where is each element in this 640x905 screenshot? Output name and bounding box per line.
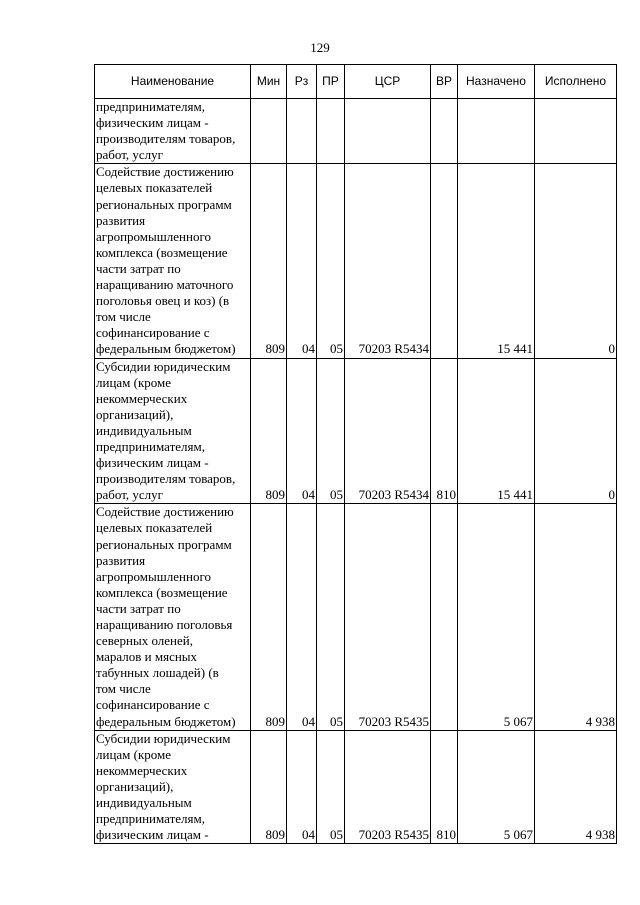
name-line: федеральным бюджетом) xyxy=(96,341,236,357)
name-line: производителям товаров, xyxy=(96,131,236,147)
cell-assigned xyxy=(458,99,535,164)
cell-min: 809 xyxy=(251,164,287,358)
table-header-row xyxy=(95,65,617,99)
cell-csr xyxy=(345,99,431,164)
name-line: табунных лошадей) (в xyxy=(96,665,219,681)
cell-min: 809 xyxy=(251,730,287,844)
budget-table xyxy=(94,64,617,844)
name-line: целевых показателей xyxy=(96,520,213,536)
name-line: маралов и мясных xyxy=(96,649,198,665)
cell-pr: 05 xyxy=(317,730,345,844)
cell-rz: 04 xyxy=(287,730,317,844)
cell-pr: 05 xyxy=(317,504,345,730)
cell-pr: 05 xyxy=(317,358,345,504)
name-line: предпринимателям, xyxy=(96,99,205,114)
name-line: предпринимателям, xyxy=(96,811,205,827)
name-line: физическим лицам - xyxy=(96,115,209,131)
name-line: Субсидии юридическим xyxy=(96,730,231,746)
cell-executed: 0 xyxy=(535,358,617,504)
name-line: некоммерческих xyxy=(96,390,188,406)
cell-min xyxy=(251,99,287,164)
name-line: Субсидии юридическим xyxy=(96,358,231,374)
name-line: организаций), xyxy=(96,406,174,422)
cell-name xyxy=(95,164,251,358)
cell-rz: 04 xyxy=(287,164,317,358)
page-number: 129 xyxy=(310,40,330,55)
cell-vr xyxy=(431,164,458,358)
name-line: части затрат по xyxy=(96,260,181,276)
column-header-csr: ЦСР xyxy=(345,65,431,99)
name-line: части затрат по xyxy=(96,600,181,616)
table-row xyxy=(95,730,617,844)
cell-csr: 70203 R5434 xyxy=(345,164,431,358)
name-line: том числе xyxy=(96,681,151,697)
cell-pr xyxy=(317,99,345,164)
name-line: наращиванию поголовья xyxy=(96,617,233,632)
name-line: развития xyxy=(96,212,146,228)
name-line: работ, услуг xyxy=(96,147,164,163)
name-line: физическим лицам - xyxy=(96,827,209,843)
column-header-min: Мин xyxy=(251,65,287,99)
cell-name xyxy=(95,358,251,504)
cell-min: 809 xyxy=(251,358,287,504)
cell-min: 809 xyxy=(251,504,287,730)
table-row xyxy=(95,358,617,504)
cell-rz xyxy=(287,99,317,164)
name-line: некоммерческих xyxy=(96,762,188,778)
cell-vr xyxy=(431,99,458,164)
cell-csr: 70203 R5435 xyxy=(345,730,431,844)
table-row xyxy=(95,99,617,164)
cell-assigned: 15 441 xyxy=(458,164,535,358)
cell-assigned: 5 067 xyxy=(458,504,535,730)
name-line: комплекса (возмещение xyxy=(96,584,228,600)
name-line: федеральным бюджетом) xyxy=(96,713,236,729)
cell-csr: 70203 R5435 xyxy=(345,504,431,730)
name-line: индивидуальным xyxy=(96,422,192,438)
cell-executed: 4 938 xyxy=(535,730,617,844)
column-header-executed: Исполнено xyxy=(535,65,617,99)
name-line: индивидуальным xyxy=(96,795,192,811)
column-header-name: Наименование xyxy=(95,65,251,99)
name-line: поголовья овец и коз) (в xyxy=(96,293,230,309)
name-line: агропромышленного xyxy=(96,228,211,244)
name-line: софинансирование с xyxy=(96,697,210,713)
table-row xyxy=(95,504,617,730)
table-body xyxy=(95,99,617,844)
cell-name xyxy=(95,504,251,730)
name-line: Содействие достижению xyxy=(96,164,234,180)
cell-name xyxy=(95,730,251,844)
cell-assigned: 15 441 xyxy=(458,358,535,504)
column-header-assigned: Назначено xyxy=(458,65,535,99)
cell-executed xyxy=(535,99,617,164)
cell-pr: 05 xyxy=(317,164,345,358)
cell-vr: 810 xyxy=(431,358,458,504)
column-header-vr: ВР xyxy=(431,65,458,99)
cell-name xyxy=(95,99,251,164)
column-header-rz: Рз xyxy=(287,65,317,99)
name-line: лицам (кроме xyxy=(96,746,172,762)
cell-executed: 0 xyxy=(535,164,617,358)
name-line: софинансирование с xyxy=(96,325,210,341)
name-line: предпринимателям, xyxy=(96,438,205,454)
cell-rz: 04 xyxy=(287,358,317,504)
name-line: том числе xyxy=(96,309,151,325)
name-line: развития xyxy=(96,552,146,568)
name-line: северных оленей, xyxy=(96,633,193,649)
name-line: региональных программ xyxy=(96,536,232,552)
cell-csr: 70203 R5434 xyxy=(345,358,431,504)
name-line: работ, услуг xyxy=(96,487,164,503)
cell-assigned: 5 067 xyxy=(458,730,535,844)
name-line: агропромышленного xyxy=(96,568,211,584)
name-line: комплекса (возмещение xyxy=(96,244,228,260)
name-line: региональных программ xyxy=(96,196,232,212)
column-header-pr: ПР xyxy=(317,65,345,99)
cell-executed: 4 938 xyxy=(535,504,617,730)
cell-rz: 04 xyxy=(287,504,317,730)
name-line: целевых показателей xyxy=(96,180,213,196)
name-line: лицам (кроме xyxy=(96,374,172,390)
cell-vr: 810 xyxy=(431,730,458,844)
name-line: наращиванию маточного xyxy=(96,277,234,293)
cell-vr xyxy=(431,504,458,730)
name-line: организаций), xyxy=(96,778,174,794)
name-line: производителям товаров, xyxy=(96,471,236,487)
name-line: Содействие достижению xyxy=(96,504,234,520)
table-row xyxy=(95,164,617,358)
name-line: физическим лицам - xyxy=(96,455,209,471)
